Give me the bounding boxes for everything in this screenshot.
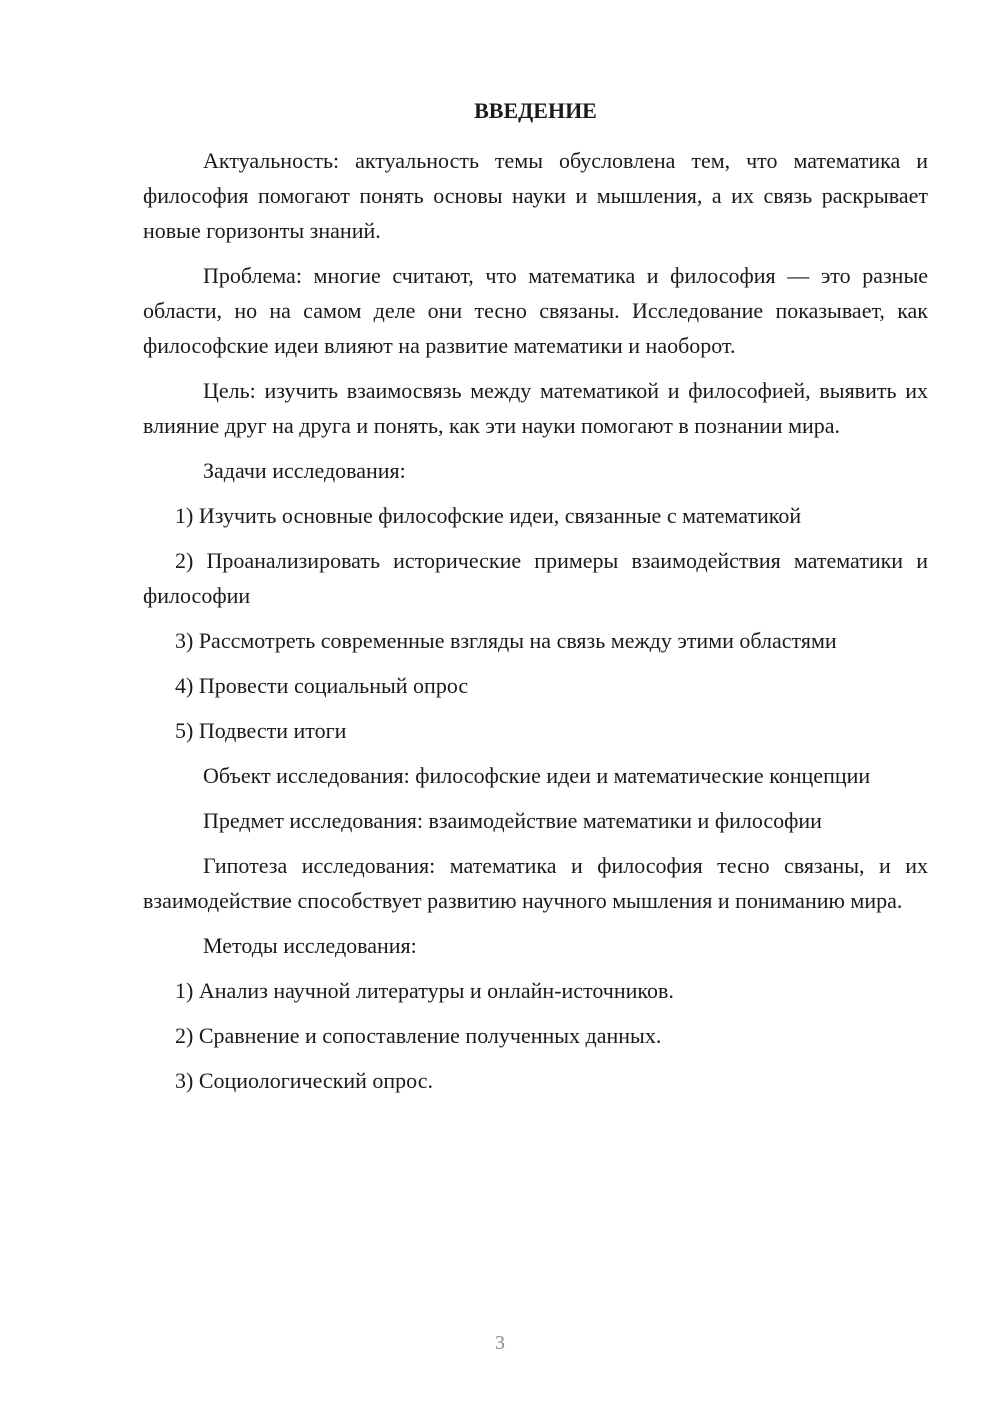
list-item-task-1: 1) Изучить основные философские идеи, связанные с математикой (175, 503, 802, 528)
paragraph-object: Объект исследования: философские идеи и математические концепции (203, 763, 871, 788)
document-title: ВВЕДЕНИЕ (474, 98, 597, 123)
tasks-list (143, 498, 928, 748)
list-item-method-2: 2) Сравнение и сопоставление полученных данных. (175, 1023, 662, 1048)
list-item-task-4: 4) Провести социальный опрос (175, 673, 469, 698)
paragraph-relevance: Актуальность: актуальность темы обусловлена тем, что математика и философия помогают понять основы науки и мышления, а их связь раскрывает новые горизонты знаний. (143, 148, 928, 243)
paragraph-subject: Предмет исследования: взаимодействие математики и философии (203, 808, 822, 833)
methods-list (143, 973, 928, 1098)
paragraph-problem: Проблема: многие считают, что математика и философия — это разные области, но на самом деле они тесно связаны. Исследование показывает, как философские идеи влияют на развитие математики и наоборот. (143, 263, 928, 358)
page-number: 3 (495, 1332, 505, 1354)
paragraph-hypothesis: Гипотеза исследования: математика и философия тесно связаны, и их взаимодействие способствует развитию научного мышления и пониманию мира. (143, 853, 928, 913)
document-page (143, 93, 928, 1108)
list-item-task-2: 2) Проанализировать исторические примеры взаимодействия математики и философии (143, 548, 928, 608)
list-item-method-1: 1) Анализ научной литературы и онлайн-источников. (175, 978, 674, 1003)
list-item-task-3: 3) Рассмотреть современные взгляды на связь между этими областями (175, 628, 837, 653)
list-item-method-3: 3) Социологический опрос. (175, 1068, 433, 1093)
list-item-task-5: 5) Подвести итоги (175, 718, 347, 743)
methods-heading: Методы исследования: (203, 933, 417, 958)
paragraph-goal: Цель: изучить взаимосвязь между математикой и философией, выявить их влияние друг на друга и понять, как эти науки помогают в познании мира. (143, 378, 928, 438)
tasks-heading: Задачи исследования: (203, 458, 406, 483)
